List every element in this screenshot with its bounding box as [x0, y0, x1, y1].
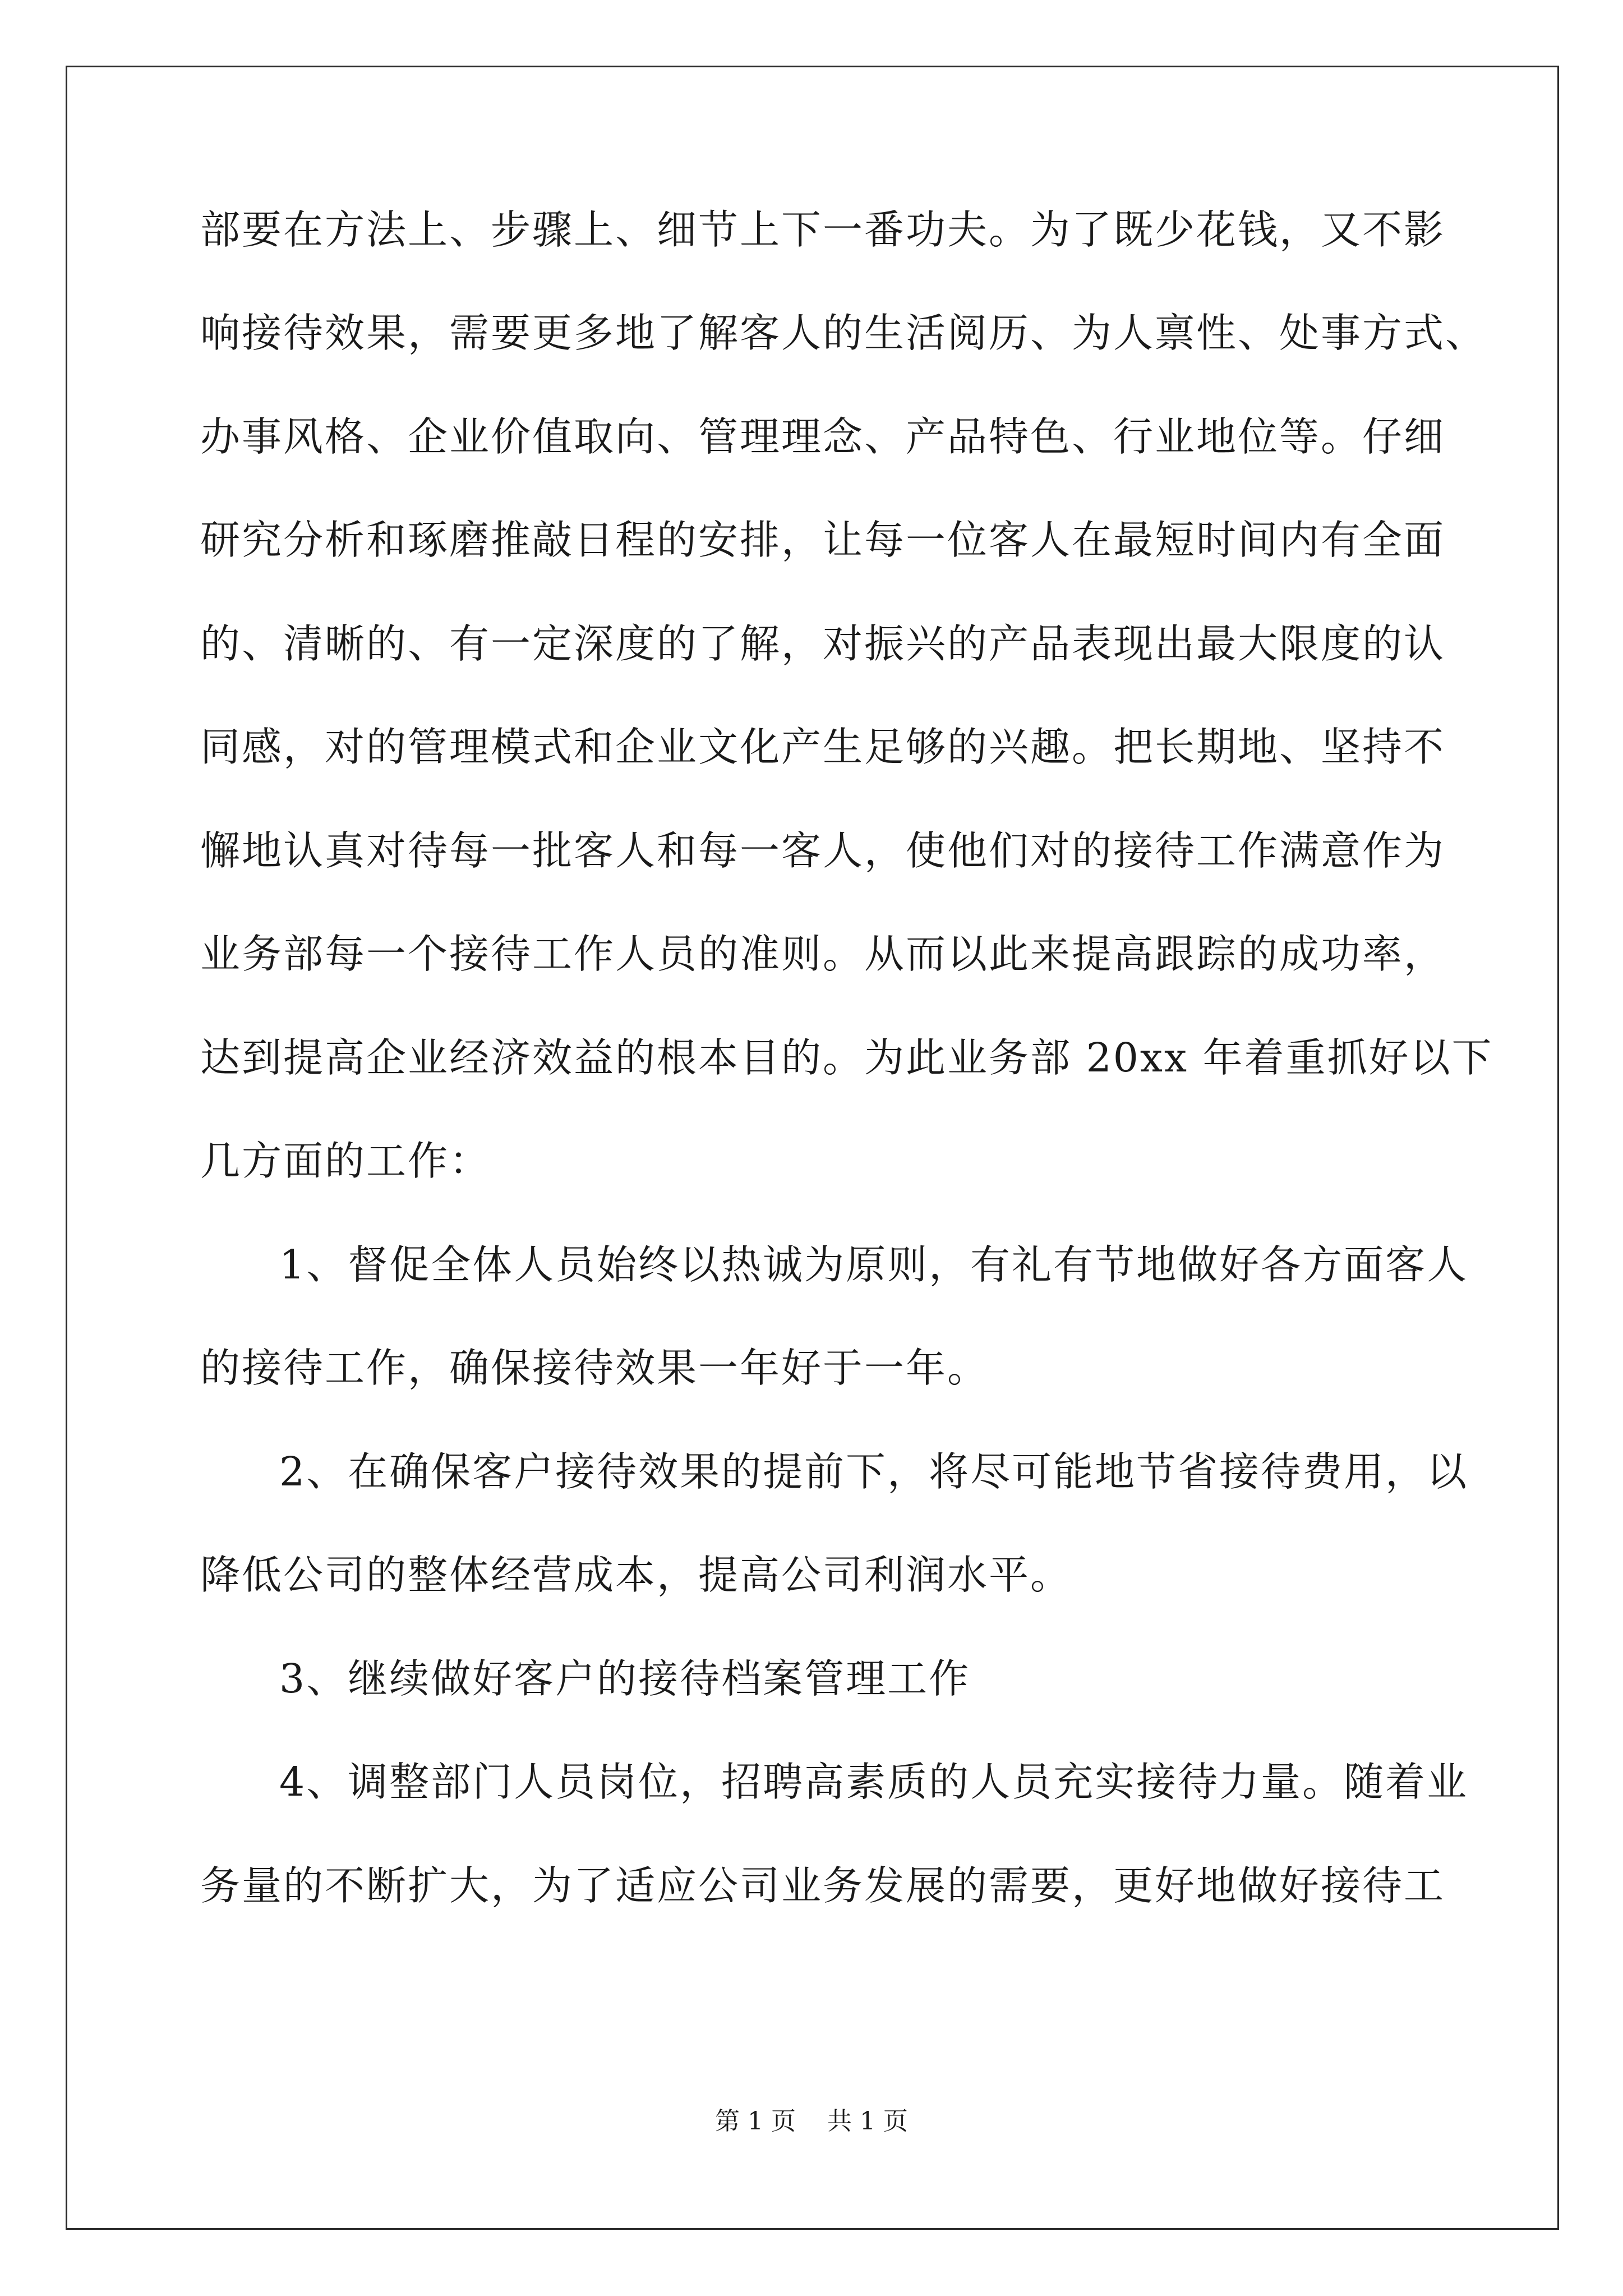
- text-line: 研究分析和琢磨推敲日程的安排，让每一位客人在最短时间内有全面: [200, 517, 1446, 563]
- text-line: 响接待效果，需要更多地了解客人的生活阅历、为人禀性、处事方式、: [200, 310, 1487, 356]
- text-line: 降低公司的整体经营成本，提高公司利润水平。: [200, 1552, 1072, 1598]
- list-item-2-line: 2、在确保客户接待效果的提前下，将尽可能地节省接待费用，以: [279, 1448, 1469, 1495]
- text-line: 业务部每一个接待工作人员的准则。从而以此来提高跟踪的成功率，: [200, 931, 1446, 977]
- text-line: 达到提高企业经济效益的根本目的。为此业务部 20xx 年着重抓好以下: [200, 1034, 1493, 1081]
- text-line: 同感，对的管理模式和企业文化产生足够的兴趣。把长期地、坚持不: [200, 724, 1446, 770]
- text-line: 部要在方法上、步骤上、细节上下一番功夫。为了既少花钱，又不影: [200, 206, 1446, 253]
- text-line: 几方面的工作：: [200, 1138, 491, 1184]
- list-item-1-line: 1、督促全体人员始终以热诚为原则，有礼有节地做好各方面客人: [279, 1241, 1469, 1288]
- text-line: 的、清晰的、有一定深度的了解，对振兴的产品表现出最大限度的认: [200, 620, 1446, 667]
- list-item-3-line: 3、继续做好客户的接待档案管理工作: [279, 1655, 971, 1702]
- text-line: 的接待工作，确保接待效果一年好于一年。: [200, 1345, 989, 1391]
- page-number-footer: 第 1 页 共 1 页: [715, 2107, 908, 2136]
- text-line: 办事风格、企业价值取向、管理理念、产品特色、行业地位等。仔细: [200, 413, 1446, 460]
- text-line: 懈地认真对待每一批客人和每一客人，使他们对的接待工作满意作为: [200, 827, 1446, 874]
- text-line: 务量的不断扩大，为了适应公司业务发展的需要，更好地做好接待工: [200, 1862, 1446, 1909]
- list-item-4-line: 4、调整部门人员岗位，招聘高素质的人员充实接待力量。随着业: [279, 1759, 1469, 1805]
